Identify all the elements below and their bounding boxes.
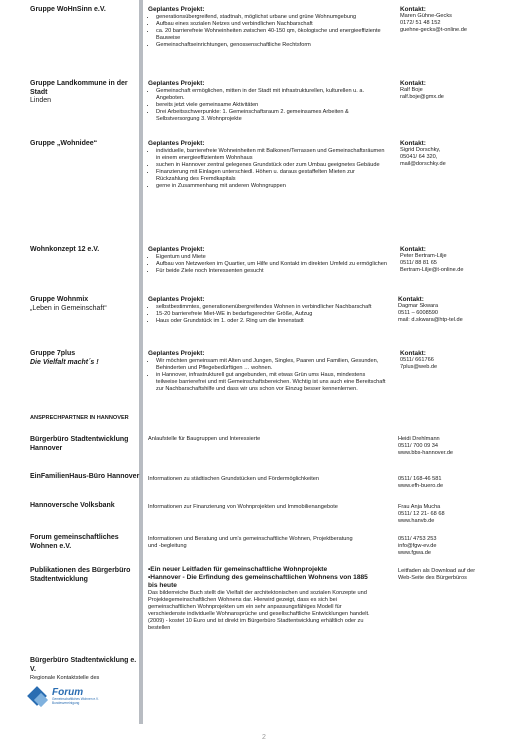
org-tagline: Die Vielfalt macht´s !	[30, 358, 99, 366]
project-bullet: • bereits jetzt viele gemeinsame Aktivitäten	[156, 102, 388, 109]
contact-line: Heidi Drehlmann	[398, 436, 440, 442]
contact-line: Leitfaden als Download auf der	[398, 568, 476, 574]
org-name: Gruppe WoHnSinn e.V.	[30, 6, 106, 13]
publication-heading: •Hannover - Die Erfindung des gemeinschaftlichen Wohnens von 1885 bis heute	[148, 574, 368, 589]
project-label: Geplantes Projekt:	[148, 246, 205, 253]
org-title: Gruppe Wohnmix	[30, 296, 89, 303]
org-sub: Linden	[30, 97, 52, 104]
contact-line: 0511/ 168-46 581	[398, 476, 442, 482]
project-bullet: • Aufbau eines sozialen Netzes und verbindlichen Nachbarschaft	[156, 21, 388, 28]
info-contact	[398, 504, 513, 525]
contact-block	[400, 140, 520, 168]
project-bullet: • selbstbestimmtes, generationenübergreifendes Wohnen in verbindlicher Nachbarschaft	[156, 304, 388, 311]
contact-line: 0511/ 700 09 34	[398, 443, 439, 449]
publications-name: Publikationen des Bürgerbüro Stadtentwicklung	[30, 567, 131, 583]
contact-line: Maren Gühne-Gecks	[400, 13, 452, 19]
website-link[interactable]: www.efh-buero.de	[398, 483, 444, 489]
footer-org	[30, 657, 140, 683]
logo-wordmark: Forum	[52, 687, 84, 698]
contact-line: 05041/ 64 320,	[400, 154, 438, 160]
org-title: Gruppe 7plus	[30, 350, 76, 357]
project-bullet: • Finanzierung mit Einlagen unterschiedl. Höhen u. daraus gestaffelten Mieten zur Rückzahlung des Fremdkapitals	[156, 169, 388, 183]
contact-line: 0511/ 88 81 65	[400, 260, 437, 266]
project-block	[148, 296, 388, 325]
project-bullet: • Haus oder Grundstück im 1. oder 2. Ring um die Innenstadt	[156, 318, 388, 325]
forum-logo	[30, 687, 100, 711]
contact-email[interactable]: ralf.boje@gmx.de	[400, 94, 444, 100]
info-desc: Informationen und Beratung und um's gemeinschaftliche Wohnen, Projektberatung und -begleitung	[148, 536, 353, 549]
project-block	[148, 350, 388, 393]
contact-block	[398, 296, 518, 324]
footer-org-sub: Regionale Kontaktstelle des	[30, 675, 100, 681]
info-name: Hannoversche Volksbank	[30, 502, 115, 509]
section-label: ANSPRECHPARTNER IN HANNOVER	[30, 415, 129, 421]
footer-org-name: Bürgerbüro Stadtentwicklung e. V.	[30, 657, 137, 673]
column-divider	[139, 0, 143, 724]
contact-line: 0511/ 12 21- 68 68	[398, 511, 445, 517]
contact-email[interactable]: 7plus@web.de	[400, 364, 438, 370]
publications-desc	[148, 566, 374, 632]
project-bullet: • Gemeinschaftseinrichtungen, genossenschaftliche Rechtsform	[156, 42, 388, 49]
logo-subtitle: Gemeinschaftliches Wohnen e.V. Bundesvereinigung	[52, 697, 99, 705]
info-name: Bürgerbüro Stadtentwicklung Hannover	[30, 436, 129, 452]
project-bullet: • Für beide Ziele noch Interessenten gesucht	[156, 268, 388, 275]
project-bullet: • individuelle, barrierefreie Wohneinheiten mit Balkonen/Terrassen und Gemeinschaftsräumen in einem energieeffizientem Wohnhaus	[156, 148, 388, 162]
project-label: Geplantes Projekt:	[148, 350, 205, 357]
project-block	[148, 6, 388, 49]
contact-label: Kontakt:	[400, 140, 426, 147]
info-contact	[398, 436, 513, 457]
contact-email[interactable]: mail: d.skwara@htp-tel.de	[398, 317, 463, 323]
info-desc: Informationen zur Finanzierung von Wohnprojekten und Immobilienangebote	[148, 504, 338, 510]
project-label: Geplantes Projekt:	[148, 140, 205, 147]
contact-email[interactable]: Bertram-Lilje@t-online.de	[400, 267, 464, 273]
project-block	[148, 80, 388, 123]
project-label: Geplantes Projekt:	[148, 296, 205, 303]
website-link[interactable]: www.hanvb.de	[398, 518, 435, 524]
org-name	[30, 296, 138, 313]
contact-email[interactable]: mail@dorschky.de	[400, 161, 446, 167]
contact-email[interactable]: guehne-gecks@t-online.de	[400, 27, 467, 33]
org-name: Wohnkonzept 12 e.V.	[30, 246, 100, 253]
contact-block	[400, 80, 520, 101]
org-name	[30, 350, 138, 367]
contact-email[interactable]: info@fgw-ev.de	[398, 543, 437, 549]
contact-line: Web-Seite des Bürgerbüros	[398, 575, 467, 581]
contact-line: Frau Anja Mucha	[398, 504, 441, 510]
contact-label: Kontakt:	[398, 296, 424, 303]
publication-body: Das bilderreiche Buch stellt die Vielfalt der architektonischen und sozialen Konzepte und Projektegemeinschaftlichen Wohnens dar. Hierwird gezeigt, dass es sich bei gemeinschaftlichen Wohnprojekten um ein sehr anpassungsfähiges Modell für verschiedenste individuelle Wohnansprüche und gesellschaftliche Entwicklungen handelt. (2009) - kostet 10 Euro und ist direkt im Bürgerbüro Stadtentwicklung erhältlich oder zu bestellen	[148, 590, 370, 631]
org-title: Gruppe Landkommune in der Stadt	[30, 80, 128, 96]
contact-block	[400, 246, 520, 274]
project-bullet: • generationsübergreifend, stadtnah, möglichst urbane und grüne Wohnumgebung	[156, 14, 388, 21]
project-bullet: • ca. 20 barrierefreie Wohneinheiten zwischen 40-150 qm, ökologische und energieeffiziente Bauweise	[156, 28, 388, 42]
info-desc: Informationen zu städtischen Grundstücken und Fördermöglichkeiten	[148, 476, 320, 482]
info-contact	[398, 536, 513, 557]
publications-contact	[398, 568, 513, 582]
contact-line: 0172/ 51 48 152	[400, 20, 441, 26]
project-bullet: • Aufbau von Netzwerken im Quartier, um Hilfe und Kontakt im direkten Umfeld zu ermöglichen	[156, 261, 388, 268]
contact-line: Peter Bertram-Lilje	[400, 253, 447, 259]
project-bullet: • 15-20 barrierefreie Miet-WE in bedarfsgerechter Größe, Aufzug	[156, 311, 388, 318]
project-bullet: • Wir möchten gemeinsam mit Alten und Jungen, Singles, Paaren und Familien, Gesunden, Behinderten und Pflegebedürftigen … wohnen.	[156, 358, 388, 372]
info-name: Forum gemeinschaftliches Wohnen e.V.	[30, 534, 119, 550]
project-bullet: • Gemeinschaft ermöglichen, mitten in der Stadt mit infrastrukturellen, kulturellen u. a. Angeboten.	[156, 88, 388, 102]
project-block	[148, 140, 388, 190]
project-bullet: • gerne in Zusammenhang mit anderen Wohngruppen	[156, 183, 388, 190]
org-name: Gruppe „Wohnidee“	[30, 140, 98, 147]
website-link[interactable]: www.fgwa.de	[398, 550, 431, 556]
website-link[interactable]: www.bbs-hannover.de	[398, 450, 454, 456]
info-name: EinFamilienHaus-Büro Hannover	[30, 473, 140, 480]
org-sub: „Leben in Gemeinschaft“	[30, 304, 107, 312]
publication-heading: •Ein neuer Leitfaden für gemeinschaftliche Wohnprojekte	[148, 566, 328, 573]
contact-label: Kontakt:	[400, 6, 426, 13]
org-name	[30, 80, 138, 106]
contact-line: Sigrid Dorschky,	[400, 147, 441, 153]
project-block	[148, 246, 388, 275]
contact-line: Ralf Boje	[400, 87, 423, 93]
contact-block	[400, 350, 520, 371]
project-bullet: • in Hannover, infrastrukturell gut angebunden, mit etwas Grün ums Haus, mindestens teilweise barrierefrei und mit Gemeinschaftsbereichen. Wichtig ist uns auch eine Bereitschaft zur Nachbarschaftshilfe und dass wir uns schon vor Einzug besser kennenlernen.	[156, 372, 388, 393]
page-number: 2	[262, 734, 266, 741]
info-contact	[398, 476, 513, 490]
contact-line: 0511/ 4753 253	[398, 536, 437, 542]
contact-line: 0511/ 661766	[400, 357, 434, 363]
project-label: Geplantes Projekt:	[148, 80, 205, 87]
project-bullet: • Eigentum und Miete	[156, 254, 388, 261]
contact-line: 0511 – 6008590	[398, 310, 439, 316]
contact-label: Kontakt:	[400, 80, 426, 87]
contact-label: Kontakt:	[400, 350, 426, 357]
contact-line: Dagmar Skwara	[398, 303, 439, 309]
project-bullet: • suchen in Hannover zentral gelegenes Grundstück oder zum Umbau geeignetes Gebäude	[156, 162, 388, 169]
info-desc: Anlaufstelle für Baugruppen und Interessierte	[148, 436, 261, 442]
project-label: Geplantes Projekt:	[148, 6, 205, 13]
project-bullet: • Drei Arbeitsschwerpunkte: 1. Gemeinschaftsraum 2. gemeinsames Arbeiten & Selbstversorgung 3. Wohnprojekte	[156, 109, 388, 123]
contact-label: Kontakt:	[400, 246, 426, 253]
contact-block	[400, 6, 520, 34]
